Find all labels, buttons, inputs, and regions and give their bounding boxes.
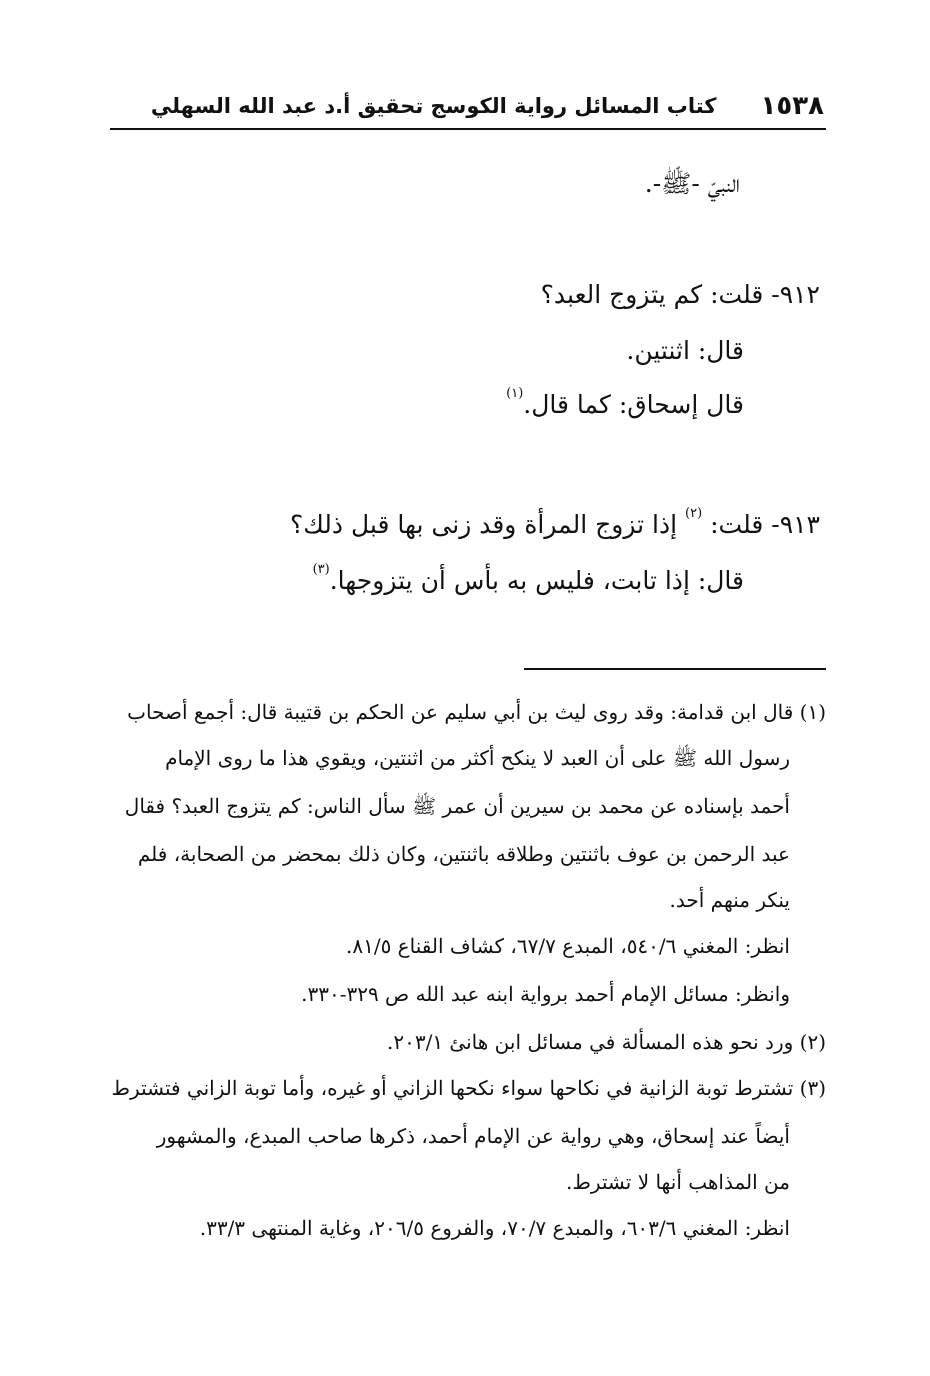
footnote-1-citation: وانظر: مسائل الإمام أحمد برواية ابنه عبد الله ص ٣٢٩-٣٣٠. bbox=[301, 982, 790, 1006]
footnote-1-line: (١) قال ابن قدامة: وقد روى ليث بن أبي سليم عن الحكم بن قتيبة قال: أجمع أصحاب bbox=[127, 700, 826, 724]
question-912 bbox=[541, 280, 820, 309]
footnote-1-citation: انظر: المغني ٥٤٠/٦، المبدع ٦٧/٧، كشاف القناع ٨١/٥. bbox=[345, 934, 790, 958]
footnote-3-line: (٣) تشترط توبة الزانية في نكاحها سواء نكحها الزاني أو غيره، وأما توبة الزاني فتشترط bbox=[111, 1076, 826, 1100]
footnote-ref-2[interactable]: (٢) bbox=[685, 506, 703, 521]
book-title: كتاب المسائل رواية الكوسج تحقيق أ.د عبد الله السهلي bbox=[150, 94, 717, 118]
footnote-1-line: رسول الله ﷺ على أن العبد لا ينكح أكثر من اثنتين، ويقوي هذا ما روى الإمام bbox=[165, 746, 790, 770]
footnote-3-line: من المذاهب أنها لا تشترط. bbox=[566, 1170, 790, 1194]
ishaq-912-text: قال إسحاق: كما قال. bbox=[523, 390, 744, 419]
running-header bbox=[112, 88, 824, 124]
footnote-2: (٢) ورد نحو هذه المسألة في مسائل ابن هانئ ٢٠٣/١. bbox=[387, 1030, 826, 1054]
question-913-text: إذا تزوج المرأة وقد زنى بها قبل ذلك؟ bbox=[289, 510, 686, 539]
question-913-number: ٩١٣- قلت: bbox=[702, 510, 820, 539]
question-912-text: كم يتزوج العبد؟ bbox=[540, 280, 703, 309]
footnote-3-citation: انظر: المغني ٦٠٣/٦، والمبدع ٧٠/٧، والفروع ٢٠٦/٥، وغاية المنتهى ٣٣/٣. bbox=[199, 1216, 790, 1240]
prev-text-line: النبيّ -ﷺ-. bbox=[644, 169, 740, 198]
footnote-1-line: ينكر منهم أحد. bbox=[669, 888, 790, 912]
footnote-ref-3[interactable]: (٣) bbox=[312, 562, 330, 577]
question-913 bbox=[289, 506, 820, 539]
header-rule bbox=[110, 128, 826, 130]
footnote-ref-1[interactable]: (١) bbox=[506, 386, 524, 401]
footnote-3-line: أيضاً عند إسحاق، وهي رواية عن الإمام أحمد، ذكرها صاحب المبدع، والمشهور bbox=[156, 1124, 790, 1148]
footnote-separator bbox=[524, 668, 826, 670]
question-912-number: ٩١٢- قلت: bbox=[702, 280, 820, 309]
footnote-1-line: عبد الرحمن بن عوف باثنتين وطلاقه باثنتين، وكان ذلك بمحضر من الصحابة، فلم bbox=[137, 842, 790, 866]
answer-912: قال: اثنتين. bbox=[626, 336, 744, 365]
ishaq-912 bbox=[506, 386, 744, 419]
answer-913-text: قال: إذا تابت، فليس به بأس أن يتزوجها. bbox=[329, 566, 744, 595]
answer-913 bbox=[312, 562, 744, 595]
footnote-1-line: أحمد بإسناده عن محمد بن سيرين أن عمر ﷺ سأل الناس: كم يتزوج العبد؟ فقال bbox=[124, 794, 790, 818]
page-number: ١٥٣٨ bbox=[760, 91, 824, 121]
